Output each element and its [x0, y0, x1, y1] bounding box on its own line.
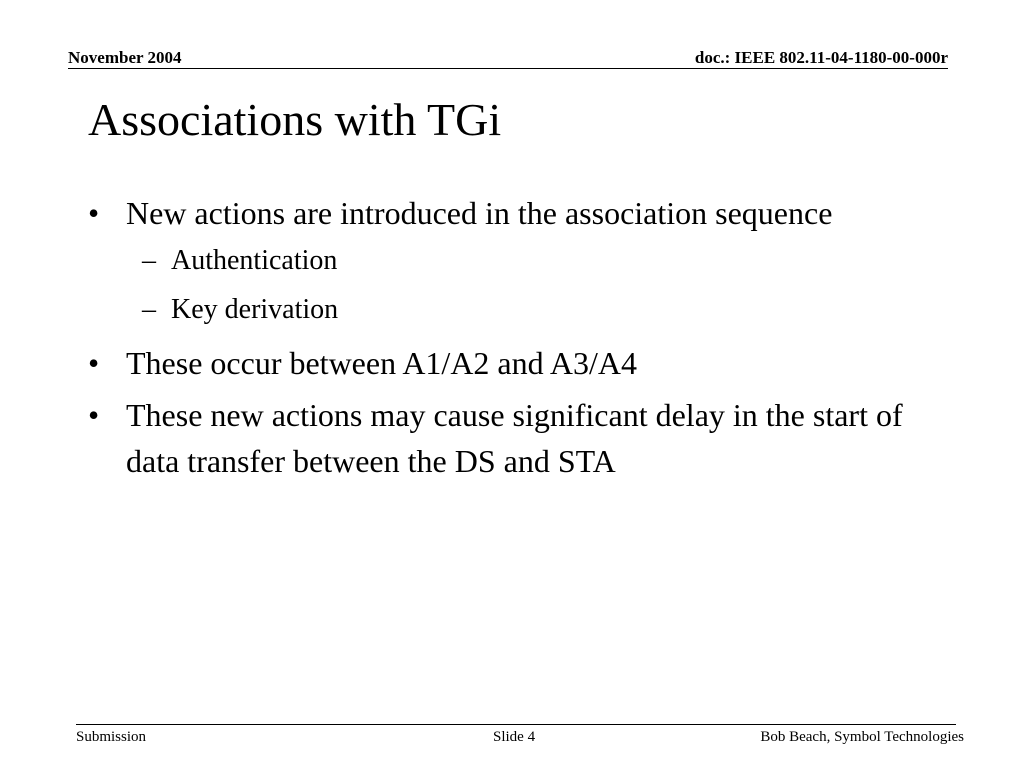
footer-slide-number: Slide 4 [493, 729, 536, 745]
footer-submission: Submission [76, 729, 147, 745]
bullet-item [88, 340, 948, 386]
header-divider [68, 68, 948, 69]
bullet-list [88, 190, 948, 490]
sub-bullet-item [126, 236, 948, 285]
slide-title: Associations with TGi [88, 94, 502, 145]
sub-bullet-marker: – [142, 245, 156, 276]
sub-bullet-list [126, 236, 948, 334]
sub-bullet-item [126, 285, 948, 334]
footer-divider [76, 724, 956, 725]
bullet-text: New actions are introduced in the association sequence [126, 195, 833, 231]
header-doc-id: doc.: IEEE 802.11-04-1180-00-000r [694, 48, 948, 67]
bullet-text: These occur between A1/A2 and A3/A4 [126, 345, 637, 381]
bullet-item [88, 190, 948, 334]
header-date: November 2004 [68, 48, 182, 67]
bullet-item [88, 392, 948, 484]
bullet-marker: • [88, 345, 100, 381]
sub-bullet-text: Key derivation [171, 294, 339, 325]
bullet-marker: • [88, 397, 100, 433]
sub-bullet-marker: – [142, 294, 156, 325]
sub-bullet-text: Authentication [171, 245, 338, 276]
footer-author: Bob Beach, Symbol Technologies [760, 729, 964, 745]
bullet-marker: • [88, 195, 100, 231]
bullet-text: These new actions may cause significant delay in the start of data transfer between the DS and STA [126, 397, 903, 479]
